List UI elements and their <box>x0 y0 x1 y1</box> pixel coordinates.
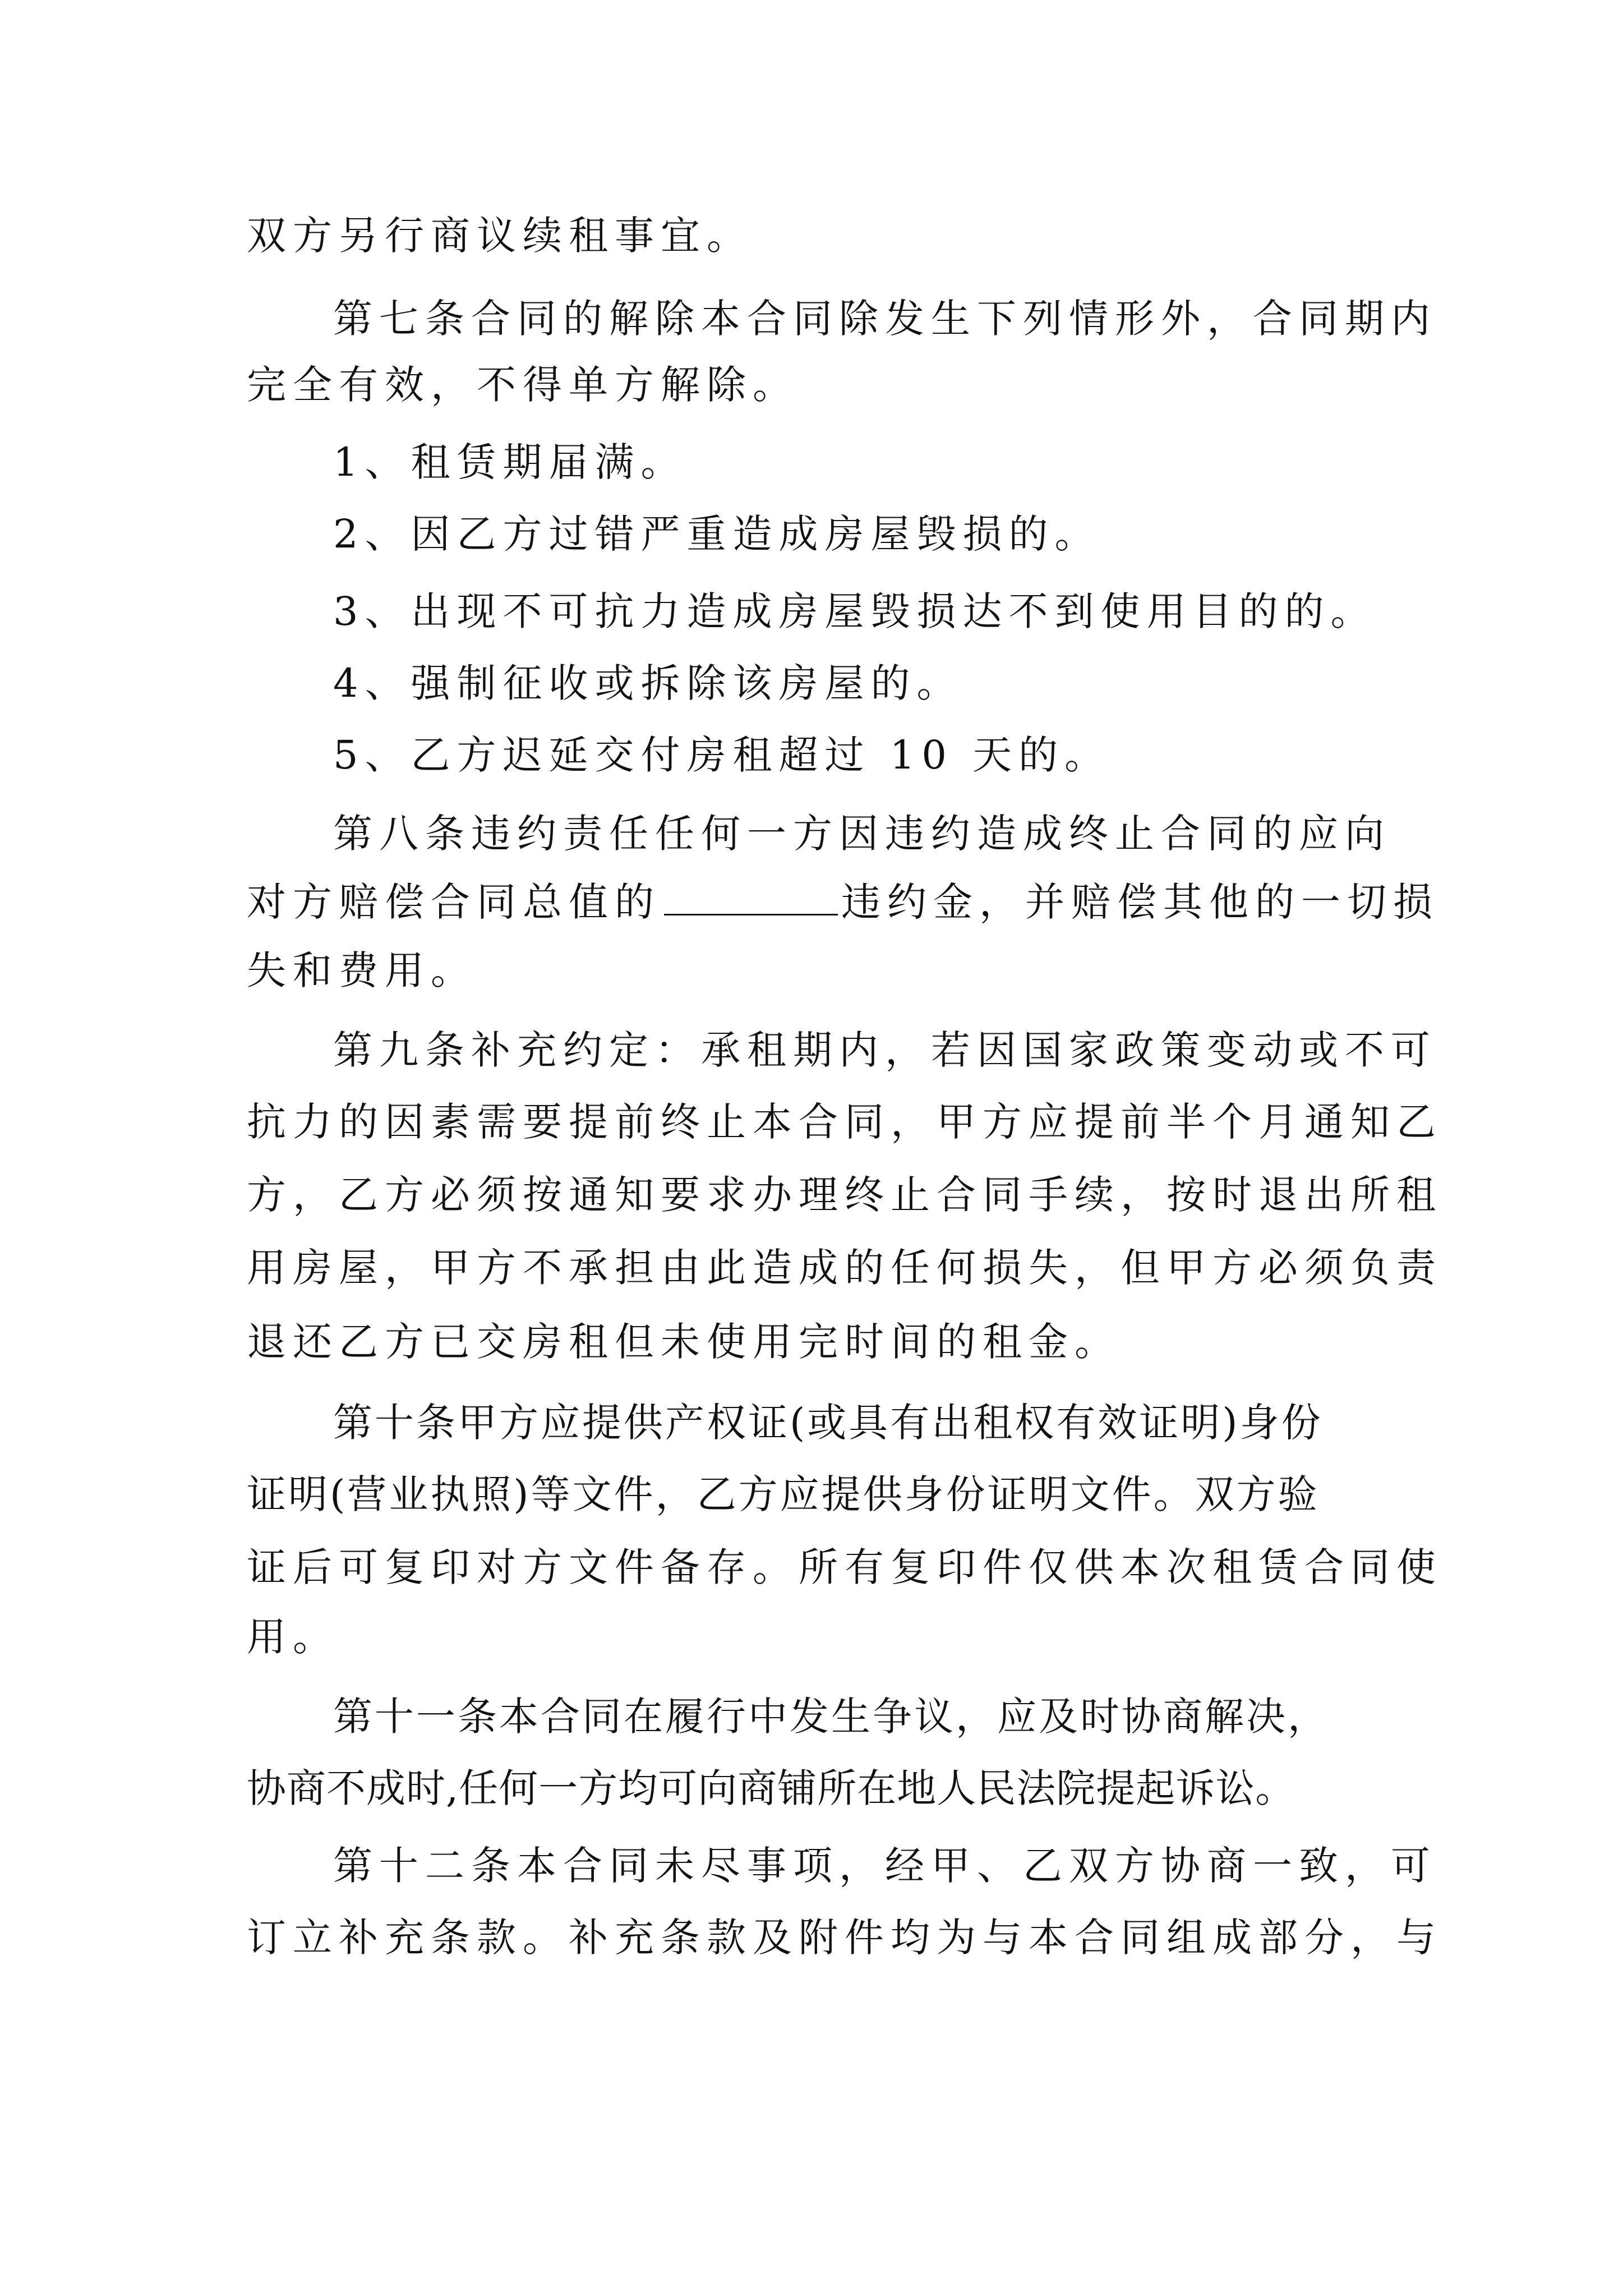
fill-in-blank <box>664 875 838 915</box>
list-item: 3、出现不可抗力造成房屋毁损达不到使用目的的。 <box>333 588 1377 634</box>
text-line-with-blank <box>247 874 1439 930</box>
text-line: 协商不成时,任何一方均可向商铺所在地人民法院提起诉讼。 <box>247 1765 1295 1811</box>
text-line: 用房屋，甲方不承担由此造成的任何损失，但甲方必须负责 <box>247 1245 1442 1291</box>
text-line: 用。 <box>247 1614 339 1660</box>
text-line: 失和费用。 <box>247 947 477 993</box>
clause-7-heading-line: 第七条合同的解除本合同除发生下列情形外，合同期内 <box>333 296 1437 342</box>
list-item: 2、因乙方过错严重造成房屋毁损的。 <box>333 511 1101 557</box>
clause-11-heading-line: 第十一条本合同在履行中发生争议，应及时协商解决， <box>333 1694 1329 1740</box>
text-line: 方，乙方必须按通知要求办理终止合同手续，按时退出所租 <box>247 1172 1442 1218</box>
text-line: 抗力的因素需要提前终止本合同，甲方应提前半个月通知乙 <box>247 1099 1442 1145</box>
clause-9-heading-line: 第九条补充约定：承租期内，若因国家政策变动或不可 <box>333 1027 1437 1073</box>
text-segment: 对方赔偿合同总值的 <box>247 879 661 925</box>
text-line: 双方另行商议续租事宜。 <box>247 213 753 259</box>
list-item: 1、租赁期届满。 <box>333 439 687 485</box>
text-line: 订立补充条款。补充条款及附件均为与本合同组成部分，与 <box>247 1915 1442 1961</box>
list-item: 4、强制征收或拆除该房屋的。 <box>333 660 963 706</box>
text-line: 完全有效，不得单方解除。 <box>247 362 799 408</box>
text-line: 退还乙方已交房租但未使用完时间的租金。 <box>247 1319 1121 1365</box>
list-item: 5、乙方迟延交付房租超过 10 天的。 <box>333 732 1111 778</box>
text-line: 证明(营业执照)等文件，乙方应提供身份证明文件。双方验 <box>247 1471 1320 1517</box>
clause-8-heading-line: 第八条违约责任任何一方因违约造成终止合同的应向 <box>333 811 1391 857</box>
clause-12-heading-line: 第十二条本合同未尽事项，经甲、乙双方协商一致，可 <box>333 1843 1437 1889</box>
clause-10-heading-line: 第十条甲方应提供产权证(或具有出租权有效证明)身份 <box>333 1400 1323 1446</box>
text-line: 证后可复印对方文件备存。所有复印件仅供本次租赁合同使 <box>247 1544 1442 1590</box>
text-segment: 违约金，并赔偿其他的一切损 <box>841 879 1439 925</box>
